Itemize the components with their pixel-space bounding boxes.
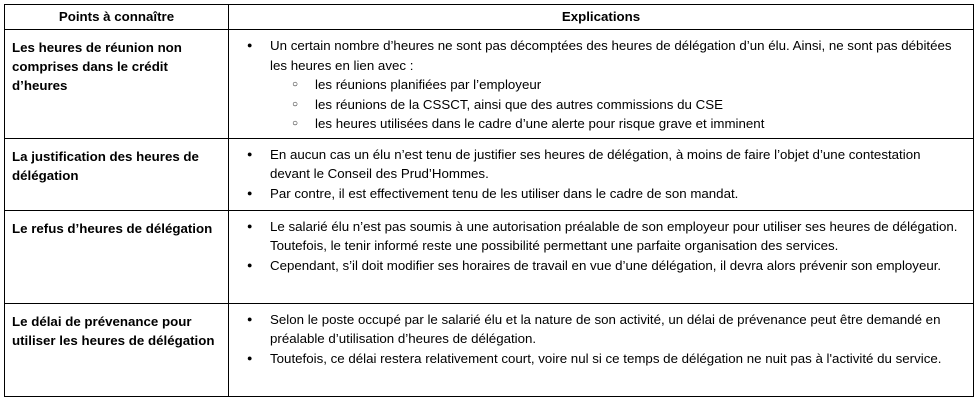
bullet-item: ● Toutefois, ce délai restera relativement court, voire nul si ce temps de délégation ne nuit pas à l'activité du service. xyxy=(261,349,963,369)
sub-bullet-item: ○ les heures utilisées dans le cadre d’une alerte pour risque grave et imminent xyxy=(306,114,963,134)
bullet-item: ● Cependant, s’il doit modifier ses horaires de travail en vue d’une délégation, il devra alors prévenir son employeur. xyxy=(261,256,963,276)
explanation-cell xyxy=(229,138,974,210)
sub-bullet-item: ○ les réunions planifiées par l’employeur xyxy=(306,75,963,95)
point-cell: Les heures de réunion non comprises dans le crédit d’heures xyxy=(5,30,229,139)
explanation-cell xyxy=(229,210,974,303)
header-points: Points à connaître xyxy=(5,5,229,30)
point-cell: Le délai de prévenance pour utiliser les heures de délégation xyxy=(5,303,229,396)
bullet-list xyxy=(237,310,963,369)
table-row xyxy=(5,303,974,396)
bullet-item: ● Le salarié élu n’est pas soumis à une autorisation préalable de son employeur pour utiliser ses heures de délégation. Toutefois, le tenir informé reste une possibilité permettant une parfaite organisation des services. xyxy=(261,217,963,256)
table-row xyxy=(5,138,974,210)
bullet-item: ● Par contre, il est effectivement tenu de les utiliser dans le cadre de son mandat. xyxy=(261,184,963,204)
bullet-item: ● En aucun cas un élu n’est tenu de justifier ses heures de délégation, à moins de faire l’objet d’une contestation devant le Conseil des Prud’Hommes. xyxy=(261,145,963,184)
bullet-list xyxy=(237,217,963,276)
bullet-list xyxy=(237,36,963,134)
table-row xyxy=(5,210,974,303)
header-row xyxy=(5,5,974,30)
table-row xyxy=(5,30,974,139)
bullet-text: Un certain nombre d’heures ne sont pas décomptées des heures de délégation d’un élu. Ainsi, ne sont pas débitées les heures en lien avec : xyxy=(270,38,952,73)
bullet-list xyxy=(237,145,963,204)
bullet-item xyxy=(261,36,963,134)
header-explanations: Explications xyxy=(229,5,974,30)
explanation-cell xyxy=(229,303,974,396)
sub-bullet-list xyxy=(270,75,963,134)
bullet-item: ● Selon le poste occupé par le salarié élu et la nature de son activité, un délai de prévenance peut être demandé en préalable d’utilisation d’heures de délégation. xyxy=(261,310,963,349)
sub-bullet-item: ○ les réunions de la CSSCT, ainsi que des autres commissions du CSE xyxy=(306,95,963,115)
explanation-cell xyxy=(229,30,974,139)
point-cell: La justification des heures de délégation xyxy=(5,138,229,210)
point-cell: Le refus d’heures de délégation xyxy=(5,210,229,303)
info-table xyxy=(4,4,974,397)
